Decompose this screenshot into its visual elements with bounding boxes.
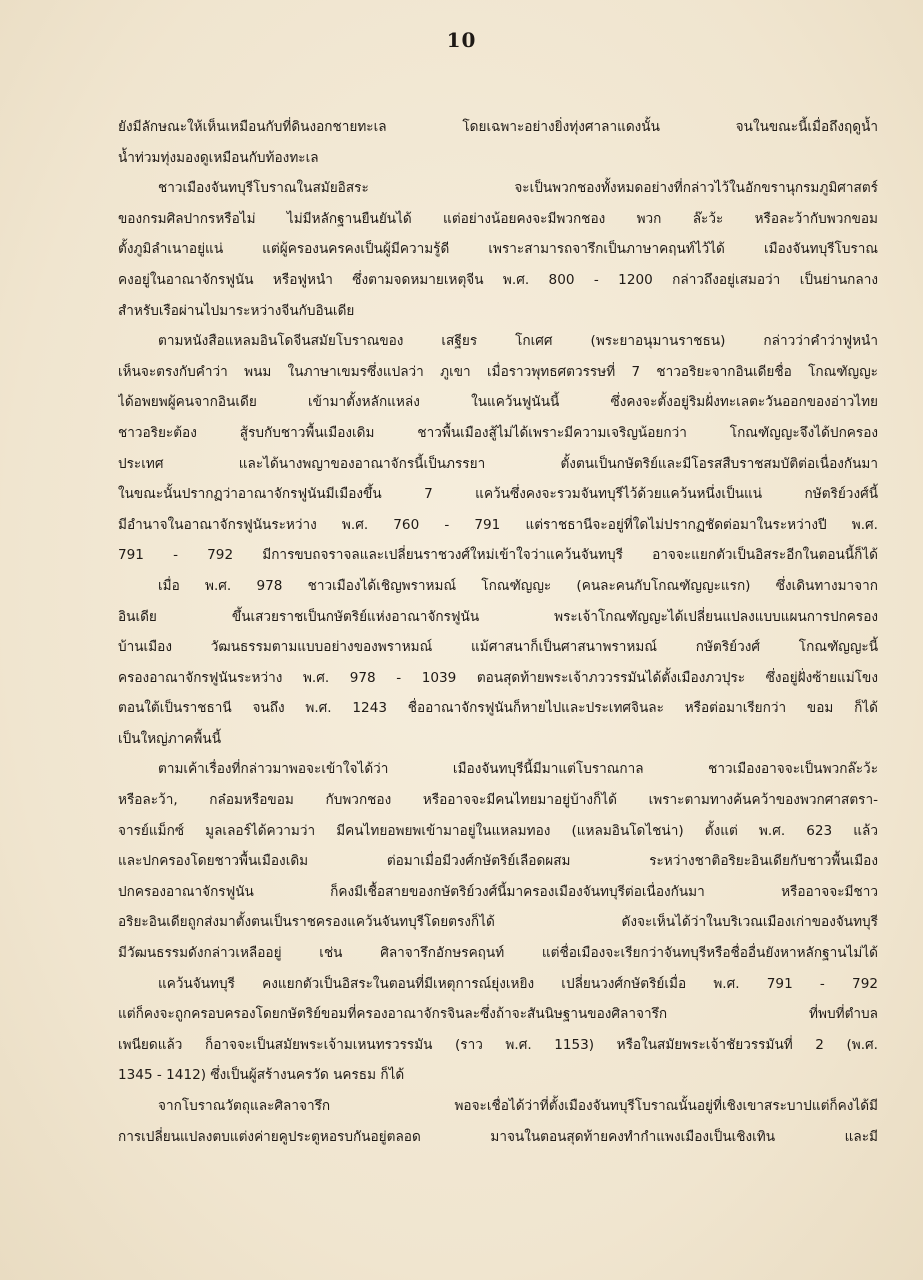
text-line: เป็นใหญ่ภาคพื้นนี้ bbox=[118, 730, 221, 747]
text-line: น้ำท่วมทุ่งมองดูเหมือนกับท้องทะเล bbox=[118, 149, 319, 166]
text-line: เห็นจะตรงกับคำว่า พนม ในภาษาเขมรซึ่งแปลว่า ภูเขา เมื่อราวพุทธศตวรรษที่ 7 ชาวอริยะจากอินเดียชื่อ โกณฑัญญะ bbox=[118, 363, 878, 380]
paragraph-first-line: ตามเค้าเรื่องที่กล่าวมาพอจะเข้าใจได้ว่า เมืองจันทบุรีนี้มีมาแต่โบราณกาล ชาวเมืองอาจจะเป็นพวกล๊ะว้ะ bbox=[158, 761, 878, 778]
text-line: ชาวอริยะต้อง สู้รบกับชาวพื้นเมืองเดิม ชาวพื้นเมืองสู้ไม่ได้เพราะมีความเจริญน้อยกว่า โกณฑัญญะจึงได้ปกครอง bbox=[118, 424, 878, 441]
text-line: ปกครองอาณาจักรฟูนัน ก็คงมีเชื้อสายของกษัตริย์วงศ์นี้มาครองเมืองจันทบุรีต่อเนื่องกันมา หรืออาจจะมีชาว bbox=[118, 883, 878, 900]
text-line: อริยะอินเดียถูกส่งมาตั้งตนเป็นราชครองแคว้นจันทบุรีโดยตรงก็ได้ ดังจะเห็นได้ว่าในบริเวณเมืองเก่าของจันทบุรี bbox=[118, 914, 878, 931]
text-line: และปกครองโดยชาวพื้นเมืองเดิม ต่อมาเมื่อมีวงศ์กษัตริย์เลือดผสม ระหว่างชาติอริยะอินเดียกับชาวพื้นเมือง bbox=[118, 853, 878, 870]
text-line: 791 - 792 มีการขบถจราจลและเปลี่ยนราชวงศ์ใหม่เข้าใจว่าแคว้นจันทบุรี อาจจะแยกตัวเป็นอิสระอีกในตอนนี้ก็ได้ bbox=[118, 547, 878, 564]
text-line: ของกรมศิลปากรหรือไม่ ไม่มีหลักฐานยืนยันได้ แต่อย่างน้อยคงจะมีพวกชอง พวก ล๊ะว้ะ หรือละว้ากับพวกขอม bbox=[118, 210, 878, 227]
text-line: ได้อพยพผู้คนจากอินเดีย เข้ามาตั้งหลักแหล่ง ในแคว้นฟูนันนี้ ซึ่งคงจะตั้งอยู่ริมฝั่งทะเลตะวันออกของอ่าวไทย bbox=[118, 394, 878, 411]
paragraph-first-line: เมื่อ พ.ศ. 978 ชาวเมืองได้เชิญพราหมณ์ โกณฑัญญะ (คนละคนกับโกณฑัญญะแรก) ซึ่งเดินทางมาจาก bbox=[158, 577, 878, 594]
text-line: ยังมีลักษณะให้เห็นเหมือนกับที่ดินงอกชายทะเล โดยเฉพาะอย่างยิ่งทุ่งศาลาแดงนั้น จนในขณะนี้เมื่อถึงฤดูน้ำ bbox=[118, 119, 878, 135]
text-line: เพนียดแล้ว ก็อาจจะเป็นสมัยพระเจ้ามเหนทรวรรมัน (ราว พ.ศ. 1153) หรือในสมัยพระเจ้าชัยวรรมันที่ 2 (พ.ศ. bbox=[118, 1036, 878, 1053]
text-line: ตั้งภูมิลำเนาอยู่แน่ แต่ผู้ครองนครคงเป็นผู้มีความรู้ดี เพราะสามารถจารึกเป็นภาษาคฤนท์ไว้ได้ เมืองจันทบุรีโบราณ bbox=[118, 241, 878, 258]
paragraph-first-line: ชาวเมืองจันทบุรีโบราณในสมัยอิสระ จะเป็นพวกชองทั้งหมดอย่างที่กล่าวไว้ในอักขรานุกรมภูมิศาสตร์ bbox=[158, 180, 878, 197]
text-line: แต่ก็คงจะถูกครอบครองโดยกษัตริย์ขอมที่ครองอาณาจักรจินละซึ่งถ้าจะสันนิษฐานของศิลาจารึก ที่พบที่ตำบล bbox=[118, 1006, 878, 1023]
paragraph-first-line: จากโบราณวัตถุและศิลาจารึก พอจะเชื่อได้ว่าที่ตั้งเมืองจันทบุรีโบราณนั้นอยู่ที่เชิงเขาสระบาปแต่ก็คงได้มี bbox=[158, 1098, 878, 1114]
text-line: คงอยู่ในอาณาจักรฟูนัน หรือฟูหนำ ซึ่งตามจดหมายเหตุจีน พ.ศ. 800 - 1200 กล่าวถึงอยู่เสมอว่า เป็นย่านกลาง bbox=[118, 271, 878, 288]
text-line: หรือละว้า, กล๋อมหรือขอม กับพวกชอง หรืออาจจะมีคนไทยมาอยู่บ้างก็ได้ เพราะตามทางค้นคว้าของพวกศาสตรา- bbox=[118, 792, 878, 809]
text-line: 1345 - 1412) ซึ่งเป็นผู้สร้างนครวัด นครธม ก็ได้ bbox=[118, 1067, 405, 1084]
text-line: อินเดีย ขึ้นเสวยราชเป็นกษัตริย์แห่งอาณาจักรฟูนัน พระเจ้าโกณฑัญญะได้เปลี่ยนแปลงแบบแผนการปกครอง bbox=[118, 608, 878, 625]
paragraph-first-line: แคว้นจันทบุรี คงแยกตัวเป็นอิสระในตอนที่มีเหตุการณ์ยุ่งเหยิง เปลี่ยนวงศ์กษัตริย์เมื่อ พ.ศ. 791 - 792 bbox=[158, 975, 878, 992]
text-line: มีอำนาจในอาณาจักรฟูนันระหว่าง พ.ศ. 760 - 791 แต่ราชธานีจะอยู่ที่ใดไม่ปรากฏชัดต่อมาในระหว่างปี พ.ศ. bbox=[118, 516, 878, 533]
text-line: สำหรับเรือผ่านไปมาระหว่างจีนกับอินเดีย bbox=[118, 302, 355, 319]
text-line: บ้านเมือง วัฒนธรรมตามแบบอย่างของพราหมณ์ แม้ศาสนาก็เป็นศาสนาพราหมณ์ กษัตริย์วงศ์ โกณฑัญญะนี้ bbox=[118, 639, 878, 656]
text-line: มีวัฒนธรรมดังกล่าวเหลืออยู่ เช่น ศิลาจารึกอักษรคฤนท์ แต่ชื่อเมืองจะเรียกว่าจันทบุรีหรือชื่ออื่นยังหาหลักฐานไม่ได้ bbox=[118, 945, 878, 962]
page-number: 10 bbox=[446, 28, 477, 52]
text-line: ตอนใต้เป็นราชธานี จนถึง พ.ศ. 1243 ชื่ออาณาจักรฟูนันก็หายไปและประเทศจินละ หรือต่อมาเรียกว่า ขอม ก็ได้ bbox=[118, 700, 878, 717]
text-line: ในขณะนั้นปรากฏว่าอาณาจักรฟูนันมีเมืองขึ้น 7 แคว้นซึ่งคงจะรวมจันทบุรีไว้ด้วยแคว้นหนึ่งเป็นแน่ กษัตริย์วงศ์นี้ bbox=[118, 486, 878, 503]
text-line: ประเทศ และได้นางพญาของอาณาจักรนี้เป็นภรรยา ตั้งตนเป็นกษัตริย์และมีโอรสสืบราชสมบัติต่อเนื่องกันมา bbox=[118, 455, 878, 472]
paragraph-first-line: ตามหนังสือแหลมอินโดจีนสมัยโบราณของ เสฐียร โกเศศ (พระยาอนุมานราชธน) กล่าวว่าคำว่าฟูหนำ bbox=[158, 333, 878, 350]
text-line: จารย์แม็กซ์ มูลเลอร์ได้ความว่า มีคนไทยอพยพเข้ามาอยู่ในแหลมทอง (แหลมอินโดไชน่า) ตั้งแต่ พ.ศ. 623 แล้ว bbox=[118, 822, 878, 839]
text-line: การเปลี่ยนแปลงตบแต่งค่ายคูประตูหอรบกันอยู่ตลอด มาจนในตอนสุดท้ายคงทำกำแพงเมืองเป็นเชิงเทิน และมี bbox=[118, 1128, 878, 1145]
text-line: ครองอาณาจักรฟูนันระหว่าง พ.ศ. 978 - 1039 ตอนสุดท้ายพระเจ้าภววรรมันได้ตั้งเมืองภวปุระ ซึ่งอยู่ฝั่งซ้ายแม่โขง bbox=[118, 669, 878, 686]
body-text bbox=[118, 112, 878, 1152]
